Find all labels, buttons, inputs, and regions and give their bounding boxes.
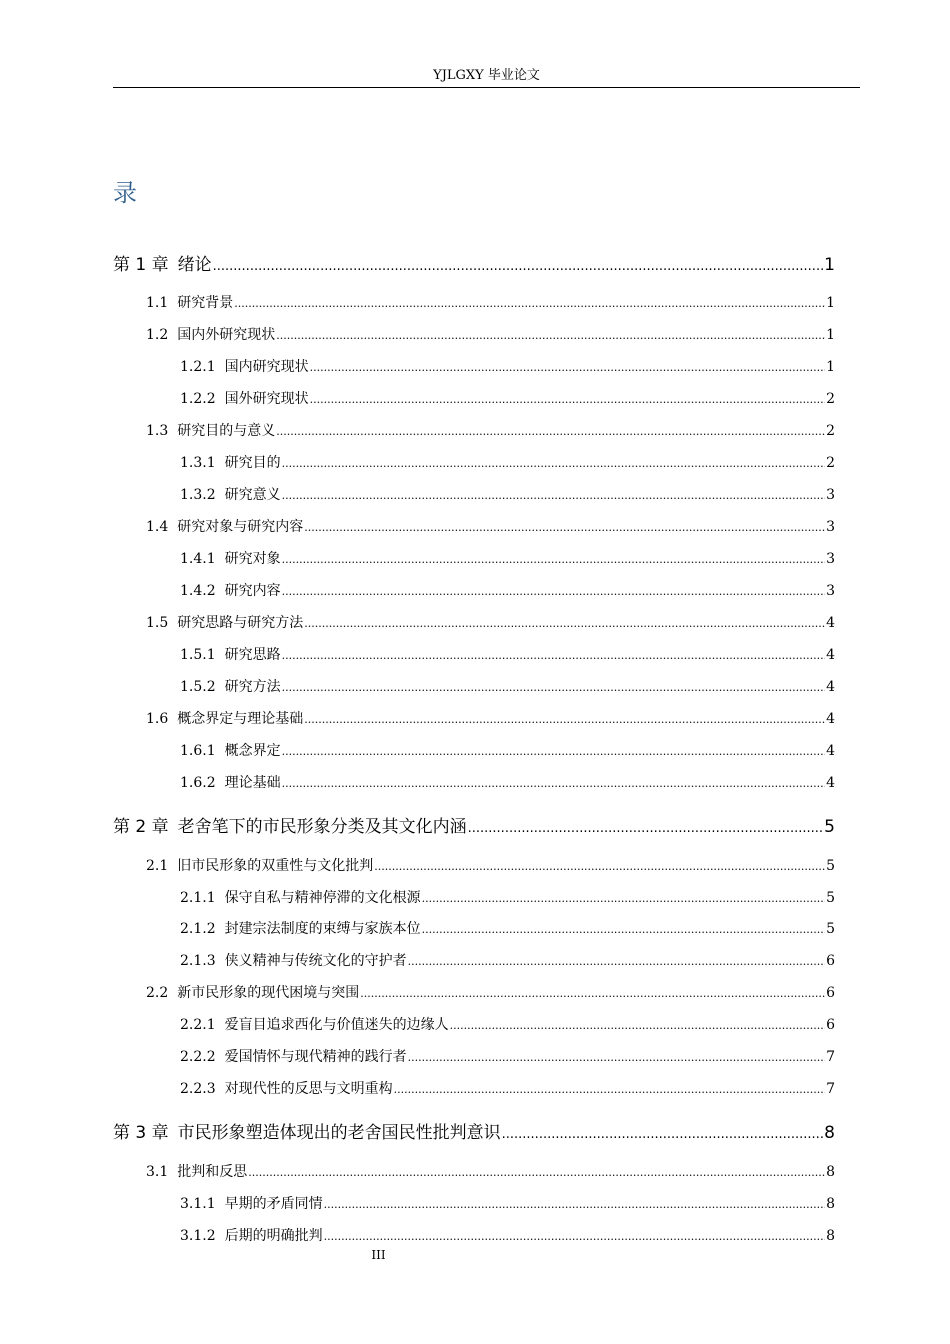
dot-leader: [304, 519, 825, 535]
toc-entry-page: 4: [826, 679, 835, 695]
dot-leader: [408, 1049, 825, 1065]
toc-entry[interactable]: [113, 1118, 835, 1143]
toc-entry-number: 1.6.1: [180, 743, 216, 759]
dot-leader: [282, 775, 825, 791]
toc-entry-page: 1: [826, 295, 835, 311]
toc-entry-page: 8: [826, 1164, 835, 1180]
toc-entry-number: 第 3 章: [113, 1123, 169, 1143]
dot-leader: [310, 359, 825, 375]
toc-entry-page: 4: [826, 647, 835, 663]
toc-entry-page: 3: [826, 519, 835, 535]
toc-entry-number: 2.2.2: [180, 1049, 216, 1065]
toc-entry-title: 保守自私与精神停滞的文化根源: [224, 890, 421, 906]
dot-leader: [282, 743, 825, 759]
dot-leader: [234, 295, 825, 311]
toc-entry-title: 批判和反思: [177, 1164, 248, 1180]
toc-entry-title: 市民形象塑造体现出的老舍国民性批判意识: [177, 1123, 501, 1143]
dot-leader: [248, 1164, 825, 1180]
dot-leader: [213, 255, 824, 275]
toc-entry-title: 研究意义: [224, 487, 281, 503]
toc-entry-title: 研究思路与研究方法: [177, 615, 304, 631]
toc-entry-page: 6: [826, 985, 835, 1001]
toc-entry-number: 1.2: [146, 327, 169, 343]
dot-leader: [324, 1196, 825, 1212]
toc-entry-page: 5: [826, 890, 835, 906]
page-number: III: [371, 1248, 386, 1262]
toc-entry[interactable]: [180, 1225, 835, 1245]
toc-entry-number: 3.1: [146, 1164, 169, 1180]
toc-entry-number: 1.4: [146, 519, 169, 535]
toc-entry[interactable]: [180, 740, 835, 760]
toc-entry-title: 研究目的与意义: [177, 423, 276, 439]
toc-title: 录: [113, 179, 137, 207]
toc-entry[interactable]: [146, 420, 835, 440]
toc-entry-number: 2.2.3: [180, 1081, 216, 1097]
toc-entry-title: 国内研究现状: [224, 359, 309, 375]
toc-entry-number: 2.1.1: [180, 890, 216, 906]
dot-leader: [276, 423, 825, 439]
toc-entry[interactable]: [180, 918, 835, 938]
toc-entry-number: 1.3.2: [180, 487, 216, 503]
toc-entry[interactable]: [146, 516, 835, 536]
dot-leader: [304, 615, 825, 631]
toc-entry-number: 1.6.2: [180, 775, 216, 791]
toc-entry[interactable]: [180, 1014, 835, 1034]
dot-leader: [394, 1081, 825, 1097]
toc-entry-number: 2.1: [146, 858, 169, 874]
toc-entry-title: 研究内容: [224, 583, 281, 599]
toc-entry-page: 3: [826, 583, 835, 599]
toc-entry[interactable]: [146, 1161, 835, 1181]
toc-entry-number: 2.2: [146, 985, 169, 1001]
running-header: YJLGXY 毕业论文: [433, 68, 540, 83]
toc-entry[interactable]: [146, 612, 835, 632]
toc-entry-title: 侠义精神与传统文化的守护者: [224, 953, 407, 969]
dot-leader: [502, 1123, 824, 1143]
dot-leader: [282, 647, 825, 663]
toc-entry-page: 2: [826, 391, 835, 407]
toc-entry-number: 3.1.1: [180, 1196, 216, 1212]
toc-entry[interactable]: [180, 548, 835, 568]
toc-entry-page: 7: [826, 1049, 835, 1065]
toc-entry-page: 3: [826, 487, 835, 503]
toc-entry[interactable]: [146, 982, 835, 1002]
toc-entry[interactable]: [146, 855, 835, 875]
toc-entry-page: 5: [826, 858, 835, 874]
dot-leader: [468, 817, 824, 837]
toc-entry-number: 1.2.1: [180, 359, 216, 375]
dot-leader: [276, 327, 825, 343]
dot-leader: [282, 583, 825, 599]
toc-entry[interactable]: [146, 324, 835, 344]
toc-entry-number: 3.1.2: [180, 1228, 216, 1244]
toc-entry[interactable]: [180, 772, 835, 792]
toc-entry-page: 4: [826, 711, 835, 727]
toc-entry-title: 研究思路: [224, 647, 281, 663]
toc-entry-title: 早期的矛盾同情: [224, 1196, 323, 1212]
toc-entry[interactable]: [180, 452, 835, 472]
toc-entry[interactable]: [180, 676, 835, 696]
dot-leader: [282, 679, 825, 695]
toc-entry-page: 6: [826, 1017, 835, 1033]
toc-entry-title: 爱国情怀与现代精神的践行者: [224, 1049, 407, 1065]
toc-entry-number: 2.1.3: [180, 953, 216, 969]
toc-entry[interactable]: [180, 950, 835, 970]
toc-entry-title: 研究目的: [224, 455, 281, 471]
toc-entry-page: 1: [824, 255, 835, 275]
toc-entry-number: 1.4.1: [180, 551, 216, 567]
toc-entry-page: 4: [826, 775, 835, 791]
toc-entry-title: 研究对象: [224, 551, 281, 567]
toc-entry[interactable]: [180, 1046, 835, 1066]
toc-entry-title: 爱盲目追求西化与价值迷失的边缘人: [224, 1017, 449, 1033]
dot-leader: [422, 921, 825, 937]
toc-entry[interactable]: [180, 887, 835, 907]
toc-entry-number: 第 1 章: [113, 255, 169, 275]
toc-entry[interactable]: [180, 1078, 835, 1098]
toc-entry[interactable]: [180, 356, 835, 376]
toc-entry-number: 1.1: [146, 295, 169, 311]
toc-entry-page: 2: [826, 455, 835, 471]
toc-entry-title: 后期的明确批判: [224, 1228, 323, 1244]
toc-entry-number: 1.4.2: [180, 583, 216, 599]
toc-entry[interactable]: [113, 250, 835, 275]
toc-entry-page: 4: [826, 615, 835, 631]
toc-entry-number: 2.1.2: [180, 921, 216, 937]
toc-entry-title: 研究背景: [177, 295, 234, 311]
toc-entry-page: 8: [824, 1123, 835, 1143]
dot-leader: [408, 953, 825, 969]
toc-entry-page: 7: [826, 1081, 835, 1097]
toc-entry-title: 研究对象与研究内容: [177, 519, 304, 535]
toc-entry[interactable]: [180, 580, 835, 600]
toc-entry-title: 老舍笔下的市民形象分类及其文化内涵: [177, 817, 467, 837]
toc-entry-title: 绪论: [177, 255, 212, 275]
dot-leader: [324, 1228, 825, 1244]
toc-entry-page: 5: [826, 921, 835, 937]
header-rule: [113, 87, 860, 88]
toc-entry-number: 1.2.2: [180, 391, 216, 407]
toc-entry-number: 1.5.1: [180, 647, 216, 663]
toc-entry-number: 1.3: [146, 423, 169, 439]
dot-leader: [282, 455, 825, 471]
toc-entry[interactable]: [180, 484, 835, 504]
toc-entry[interactable]: [113, 812, 835, 837]
toc-entry-page: 3: [826, 551, 835, 567]
toc-entry[interactable]: [180, 1193, 835, 1213]
toc-entry-number: 2.2.1: [180, 1017, 216, 1033]
toc-entry-page: 2: [826, 423, 835, 439]
toc-entry-number: 1.6: [146, 711, 169, 727]
toc-entry[interactable]: [146, 292, 835, 312]
toc-entry-page: 8: [826, 1228, 835, 1244]
toc-entry-page: 1: [826, 327, 835, 343]
dot-leader: [450, 1017, 825, 1033]
toc-entry-title: 旧市民形象的双重性与文化批判: [177, 858, 374, 874]
toc-entry-title: 新市民形象的现代困境与突围: [177, 985, 360, 1001]
dot-leader: [422, 890, 825, 906]
toc-entry-page: 4: [826, 743, 835, 759]
dot-leader: [282, 487, 825, 503]
toc-entry-title: 国内外研究现状: [177, 327, 276, 343]
dot-leader: [360, 985, 825, 1001]
toc-entry-title: 概念界定与理论基础: [177, 711, 304, 727]
dot-leader: [282, 551, 825, 567]
toc-entry-title: 研究方法: [224, 679, 281, 695]
toc-entry-number: 1.3.1: [180, 455, 216, 471]
toc-entry-page: 6: [826, 953, 835, 969]
dot-leader: [304, 711, 825, 727]
toc-entry-page: 5: [824, 817, 835, 837]
toc-entry-number: 第 2 章: [113, 817, 169, 837]
dot-leader: [310, 391, 825, 407]
toc-entry-page: 8: [826, 1196, 835, 1212]
toc-entry[interactable]: [180, 388, 835, 408]
toc-entry-number: 1.5.2: [180, 679, 216, 695]
toc-entry-page: 1: [826, 359, 835, 375]
dot-leader: [374, 858, 825, 874]
toc-entry-title: 理论基础: [224, 775, 281, 791]
toc-entry-number: 1.5: [146, 615, 169, 631]
toc-entry-title: 封建宗法制度的束缚与家族本位: [224, 921, 421, 937]
toc-entry[interactable]: [146, 708, 835, 728]
toc-entry[interactable]: [180, 644, 835, 664]
toc-entry-title: 对现代性的反思与文明重构: [224, 1081, 393, 1097]
toc-entry-title: 概念界定: [224, 743, 281, 759]
toc-entry-title: 国外研究现状: [224, 391, 309, 407]
